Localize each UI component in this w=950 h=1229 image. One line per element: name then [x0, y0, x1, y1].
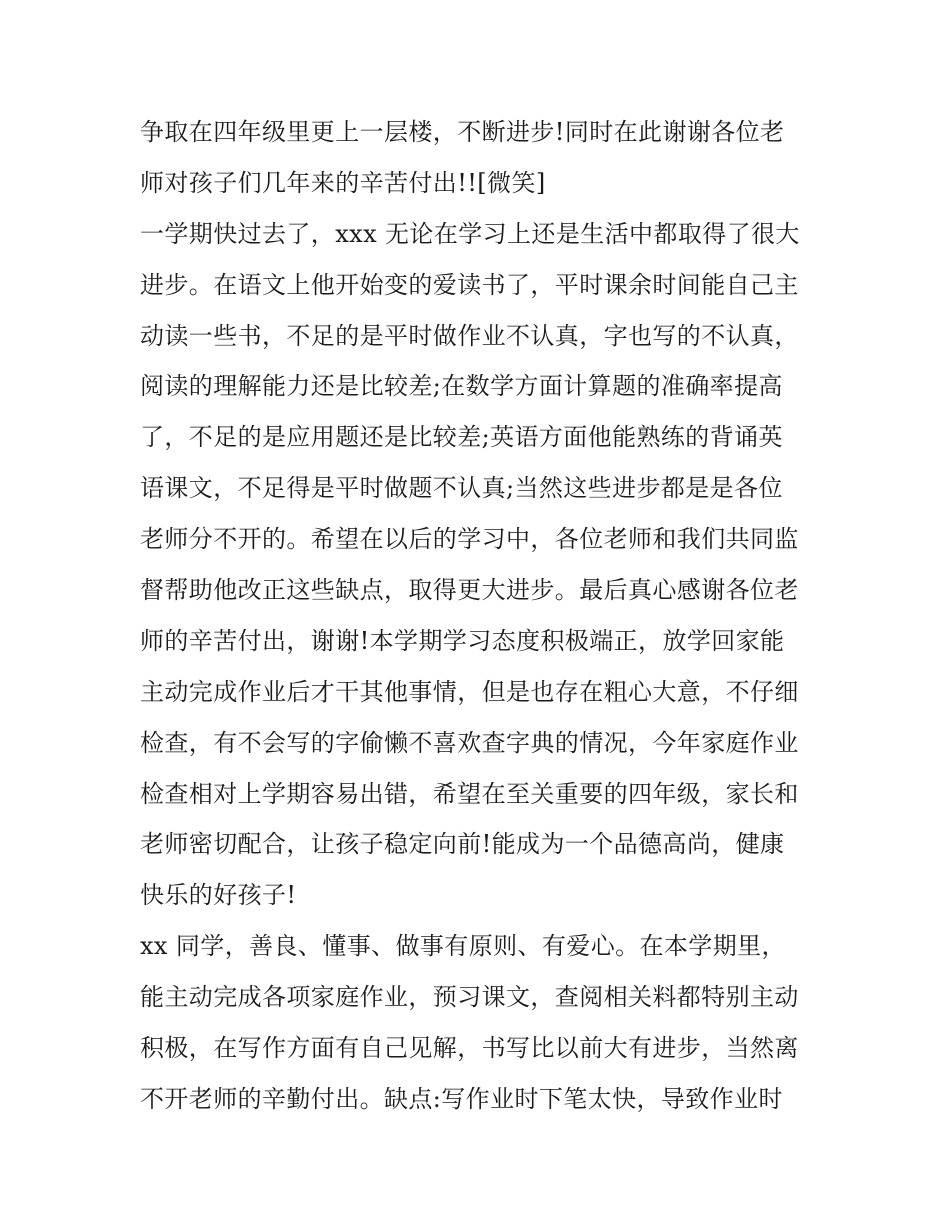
text-line: 一学期快过去了，xxx 无论在学习上还是生活中都取得了很大: [140, 219, 800, 248]
text-line: 主动完成作业后才干其他事情，但是也存在粗心大意，不仔细: [140, 677, 799, 706]
text-line: 能主动完成各项家庭作业，预习课文，查阅相关料都特别主动: [140, 983, 799, 1012]
text-line: 语课文，不足得是平时做题不认真;当然这些进步都是是各位: [140, 474, 783, 503]
text-line: 快乐的好孩子!: [140, 881, 297, 910]
text-line: 师对孩子们几年来的辛苦付出!![微笑]: [140, 168, 546, 197]
text-line: 老师分不开的。希望在以后的学习中，各位老师和我们共同监: [140, 525, 799, 554]
text-line: 动读一些书，不足的是平时做作业不认真，字也写的不认真，: [140, 321, 799, 350]
text-line: xx 同学，善良、懂事、做事有原则、有爱心。在本学期里，: [140, 932, 786, 961]
text-line: 积极，在写作方面有自己见解，书写比以前大有进步，当然离: [140, 1034, 799, 1063]
text-line: 争取在四年级里更上一层楼，不断进步!同时在此谢谢各位老: [140, 118, 785, 146]
text-line: 检查，有不会写的字偷懒不喜欢查字典的情况，今年家庭作业: [140, 728, 799, 757]
text-line: 进步。在语文上他开始变的爱读书了，平时课余时间能自己主: [140, 270, 799, 299]
text-line: 师的辛苦付出，谢谢!本学期学习态度积极端正，放学回家能: [140, 626, 785, 655]
document-body: [140, 107, 830, 1125]
text-line: 老师密切配合，让孩子稳定向前!能成为一个品德高尚，健康: [140, 830, 785, 859]
text-line: 检查相对上学期容易出错，希望在至关重要的四年级，家长和: [140, 779, 799, 808]
text-line: 了，不足的是应用题还是比较差;英语方面他能熟练的背诵英: [140, 423, 783, 452]
text-line: 阅读的理解能力还是比较差;在数学方面计算题的准确率提高: [140, 372, 783, 401]
text-line: 督帮助他改正这些缺点，取得更大进步。最后真心感谢各位老: [140, 576, 799, 605]
text-line: 不开老师的辛勤付出。缺点:写作业时下笔太快，导致作业时: [140, 1084, 783, 1113]
